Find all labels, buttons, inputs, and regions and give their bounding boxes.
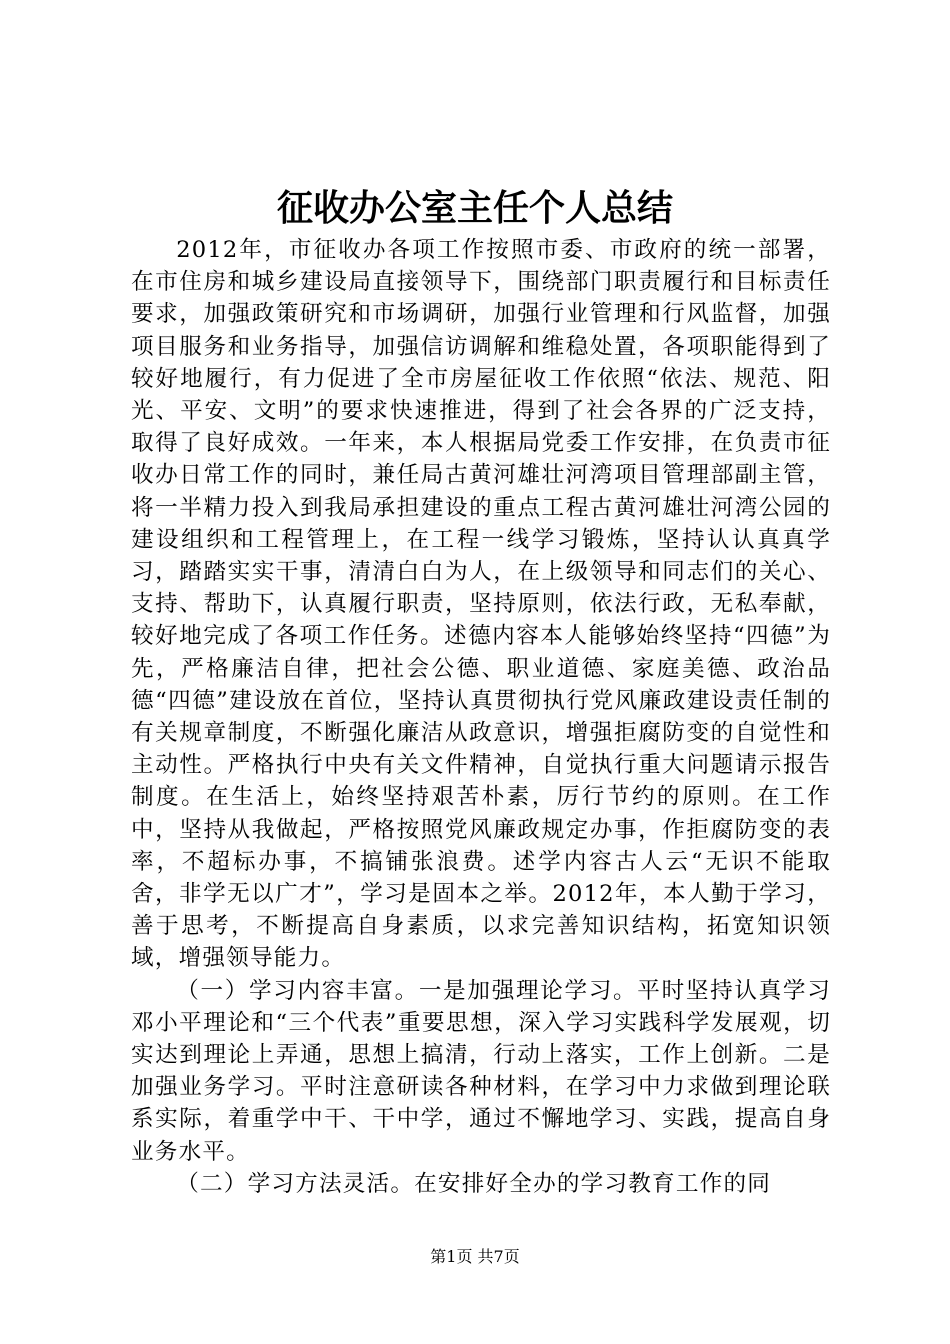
- body-paragraph-3: （二）学习方法灵活。在安排好全办的学习教育工作的同: [176, 1170, 772, 1197]
- body-paragraph-1: 2012年，市征收办各项工作按照市委、市政府的统一部署，在市住房和城乡建设局直接领导下，围绕部门职责履行和目标责任要求，加强政策研究和市场调研，加强行业管理和行风监督，加强项目服务和业务指导，加强信访调解和维稳处置，各项职能得到了较好地履行，有力促进了全市房屋征收工作依照“依法、规范、阳光、平安、文明”的要求快速推进，得到了社会各界的广泛支持，取得了良好成效。一年来，本人根据局党委工作安排，在负责市征收办日常工作的同时，兼任局古黄河雄壮河湾项目管理部副主管，将一半精力投入到我局承担建设的重点工程古黄河雄壮河湾公园的建设组织和工程管理上，在工程一线学习锻炼，坚持认认真真学习，踏踏实实干事，清清白白为人，在上级领导和同志们的关心、支持、帮助下，认真履行职责，坚持原则，依法行政，无私奉献，较好地完成了各项工作任务。述德内容本人能够始终坚持“四德”为先，严格廉洁自律，把社会公德、职业道德、家庭美德、政治品德“四德”建设放在首位，坚持认真贯彻执行党风廉政建设责任制的有关规章制度，不断强化廉洁从政意识，增强拒腐防变的自觉性和主动性。严格执行中央有关文件精神，自觉执行重大问题请示报告制度。在生活上，始终坚持艰苦朴素，厉行节约的原则。在工作中，坚持从我做起，严格按照党风廉政规定办事，作拒腐防变的表率，不超标办事，不搞铺张浪费。述学内容古人云“无识不能取舍，非学无以广才”，学习是固本之举。2012年，本人勤于学习，善于思考，不断提高自身素质，以求完善知识结构，拓宽知识领域，增强领导能力。: [131, 237, 831, 972]
- document-body: [131, 234, 831, 1200]
- body-paragraph-2: （一）学习内容丰富。一是加强理论学习。平时坚持认真学习邓小平理论和“三个代表”重要思想，深入学习实践科学发展观，切实达到理论上弄通，思想上搞清，行动上落实，工作上创新。二是加强业务学习。平时注意研读各种材料，在学习中力求做到理论联系实际，着重学中干、干中学，通过不懈地学习、实践，提高自身业务水平。: [131, 977, 831, 1165]
- page-number-footer: 第1页 共7页: [430, 1247, 520, 1266]
- document-title: 征收办公室主任个人总结: [276, 187, 673, 229]
